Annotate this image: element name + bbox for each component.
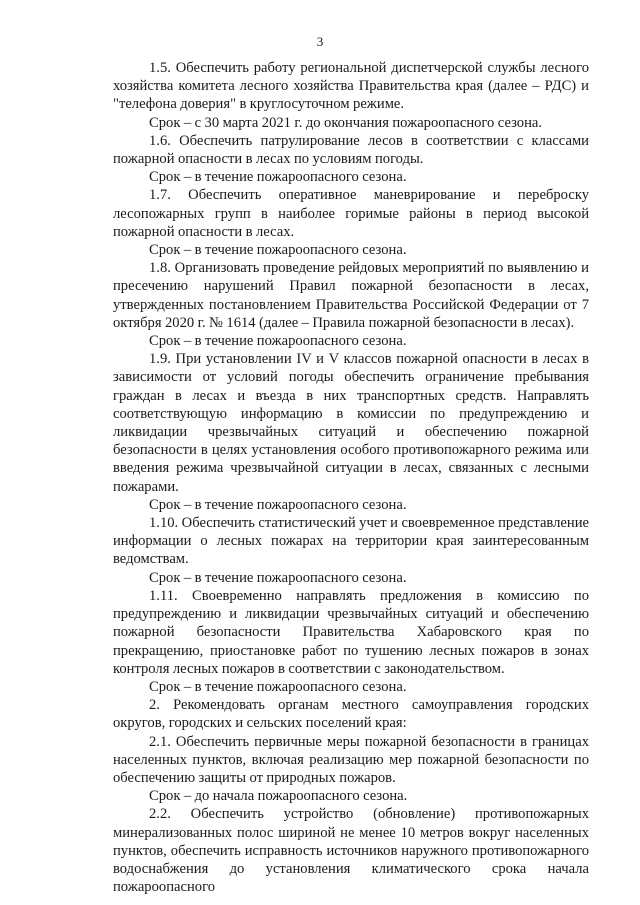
deadline-1-8: Срок – в течение пожароопасного сезона. xyxy=(149,333,407,350)
page-number: 3 xyxy=(316,34,324,49)
deadline-1-5: Срок – с 30 марта 2021 г. до окончания пожароопасного сезона. xyxy=(149,114,543,131)
paragraph-1-11: 1.11. Своевременно направлять предложения в комиссию по предупреждению и ликвидации чрезвычайных ситуаций и обеспечению пожарной безопасности Правительства Хабаровского края по прекращению, приостановке работ по тушению лесных пожаров в зонах контроля лесных пожаров в соответствии с законодательством. xyxy=(113,587,589,677)
deadline-1-6: Срок – в течение пожароопасного сезона. xyxy=(149,169,407,186)
paragraph-2-1: 2.1. Обеспечить первичные меры пожарной безопасности в границах населенных пунктов, включая реализацию мер пожарной безопасности по обеспечению защиты от природных пожаров. xyxy=(113,733,589,786)
paragraph-1-8: 1.8. Организовать проведение рейдовых мероприятий по выявлению и пресечению нарушений Правил пожарной безопасности в лесах, утвержденных постановлением Правительства Российской Федерации от 7 октября 2020 г. № 1614 (далее – Правила пожарной безопасности в лесах). xyxy=(113,260,589,331)
paragraph-1-5: 1.5. Обеспечить работу региональной диспетчерской службы лесного хозяйства комитета лесного хозяйства Правительства края (далее – РДС) и "телефона доверия" в круглосуточном режиме. xyxy=(113,60,589,113)
paragraph-1-10: 1.10. Обеспечить статистический учет и своевременное представление информации о лесных пожарах на территории края заинтересованным ведомствам. xyxy=(113,515,589,568)
document-body xyxy=(113,59,589,896)
paragraph-2: 2. Рекомендовать органам местного самоуправления городских округов, городских и сельских поселений края: xyxy=(113,697,589,732)
deadline-1-7: Срок – в течение пожароопасного сезона. xyxy=(149,242,407,259)
deadline-2-1: Срок – до начала пожароопасного сезона. xyxy=(149,788,408,805)
paragraph-1-7: 1.7. Обеспечить оперативное маневрирование и переброску лесопожарных групп в наиболее горимые районы в период высокой пожарной опасности в лесах. xyxy=(113,187,589,240)
deadline-1-10: Срок – в течение пожароопасного сезона. xyxy=(149,569,407,586)
deadline-1-9: Срок – в течение пожароопасного сезона. xyxy=(149,496,407,513)
deadline-1-11: Срок – в течение пожароопасного сезона. xyxy=(149,678,407,695)
paragraph-1-9: 1.9. При установлении IV и V классов пожарной опасности в лесах в зависимости от условий погоды обеспечить ограничение пребывания граждан в лесах и въезда в них транспортных средств. Направлять соответствующую информацию в комиссии по предупреждению и ликвидации чрезвычайных ситуаций и обеспечению пожарной безопасности в целях установления особого противопожарного режима или введения режима чрезвычайной ситуации в лесах, связанных с лесными пожарами. xyxy=(113,351,589,495)
paragraph-2-2: 2.2. Обеспечить устройство (обновление) противопожарных минерализованных полос шириной не менее 10 метров вокруг населенных пунктов, обеспечить исправность источников наружного противопожарного водоснабжения до установления климатического срока начала пожароопасного xyxy=(113,806,589,896)
paragraph-1-6: 1.6. Обеспечить патрулирование лесов в соответствии с классами пожарной опасности в лесах по условиям погоды. xyxy=(113,132,589,168)
